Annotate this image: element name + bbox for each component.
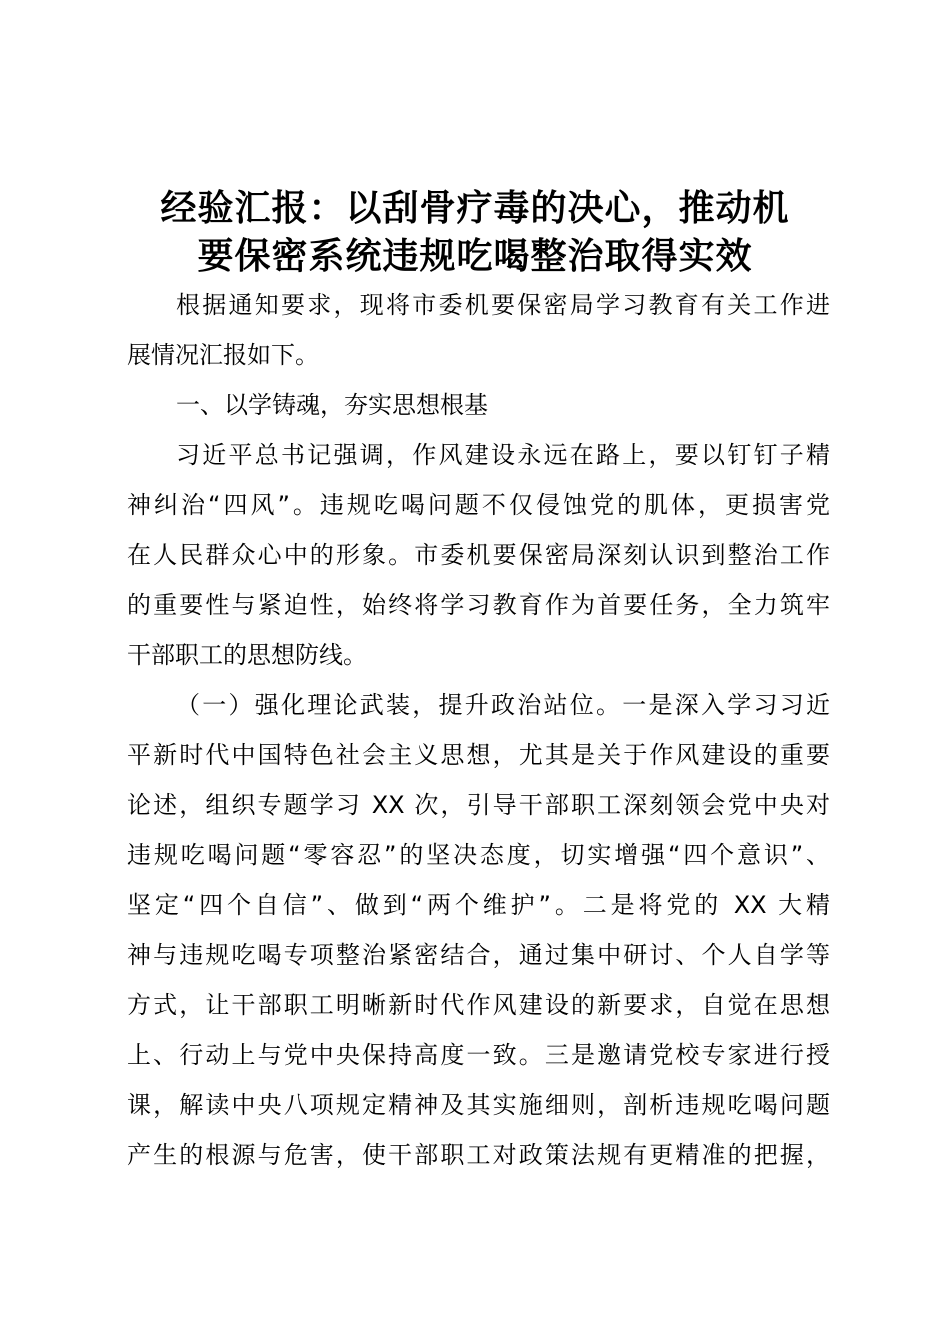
paragraph-line: 论述，组织专题学习 XX 次，引导干部职工深刻领会党中央对 bbox=[127, 791, 830, 819]
document-title-line-2: 要保密系统违规吃喝整治取得实效 bbox=[197, 235, 753, 277]
paragraph-line: 方式，让干部职工明晰新时代作风建设的新要求，自觉在思想 bbox=[127, 991, 830, 1019]
paragraph-intro-line-2: 展情况汇报如下。 bbox=[127, 341, 319, 369]
paragraph-line: （一）强化理论武装，提升政治站位。一是深入学习习近 bbox=[176, 691, 830, 719]
paragraph-intro-line-1: 根据通知要求，现将市委机要保密局学习教育有关工作进 bbox=[176, 291, 830, 319]
paragraph-line: 平新时代中国特色社会主义思想，尤其是关于作风建设的重要 bbox=[127, 741, 830, 769]
paragraph-line: 坚定“四个自信”、做到“两个维护”。二是将党的 XX 大精 bbox=[127, 891, 830, 919]
paragraph-line: 产生的根源与危害，使干部职工对政策法规有更精准的把握， bbox=[127, 1141, 830, 1169]
paragraph-line: 上、行动上与党中央保持高度一致。三是邀请党校专家进行授 bbox=[127, 1041, 830, 1069]
paragraph-line: 违规吃喝问题“零容忍”的坚决态度，切实增强“四个意识”、 bbox=[127, 841, 830, 869]
paragraph-line: 干部职工的思想防线。 bbox=[127, 641, 367, 669]
paragraph-line: 神与违规吃喝专项整治紧密结合，通过集中研讨、个人自学等 bbox=[127, 941, 830, 969]
paragraph-line: 习近平总书记强调，作风建设永远在路上，要以钉钉子精 bbox=[176, 441, 830, 469]
paragraph-line: 神纠治“四风”。违规吃喝问题不仅侵蚀党的肌体，更损害党 bbox=[127, 491, 830, 519]
paragraph-line: 的重要性与紧迫性，始终将学习教育作为首要任务，全力筑牢 bbox=[127, 591, 830, 619]
paragraph-line: 在人民群众心中的形象。市委机要保密局深刻认识到整治工作 bbox=[127, 541, 830, 569]
paragraph-line: 课，解读中央八项规定精神及其实施细则，剖析违规吃喝问题 bbox=[127, 1091, 830, 1119]
document-title-line-1: 经验汇报：以刮骨疗毒的决心，推动机 bbox=[160, 187, 790, 229]
section-heading-1: 一、以学铸魂，夯实思想根基 bbox=[176, 391, 488, 419]
